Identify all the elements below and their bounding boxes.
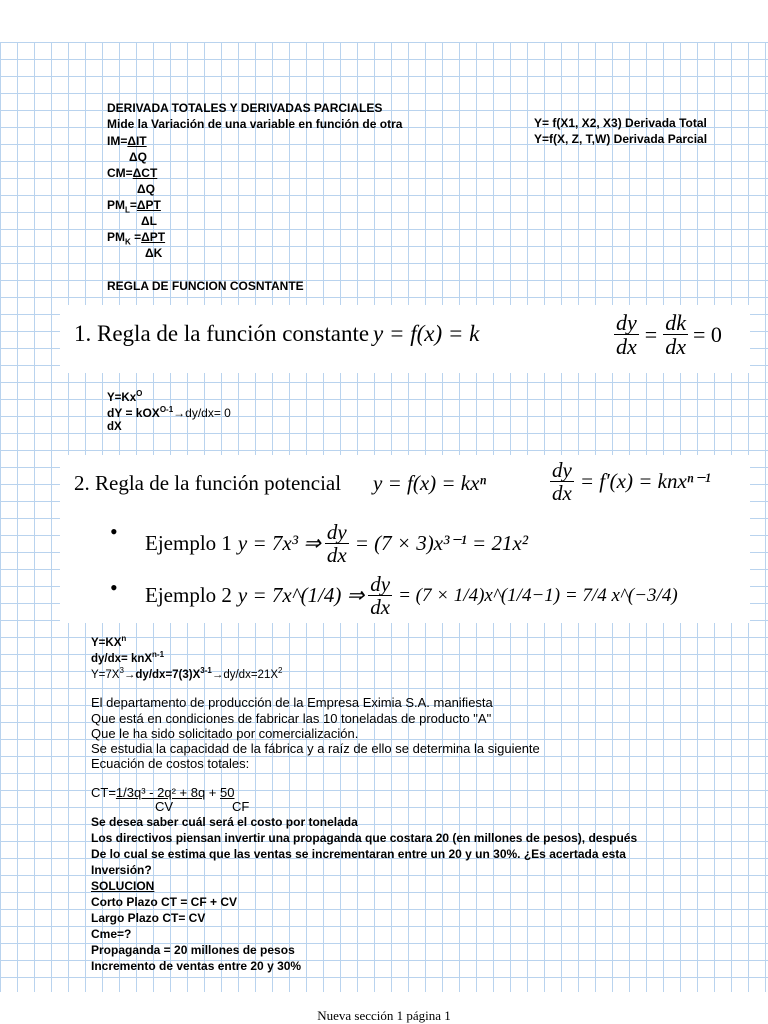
formula-im-numerator: ΔIT xyxy=(127,134,147,148)
problem-line: El departamento de producción de la Empresa Eximia S.A. manifiesta xyxy=(91,695,493,710)
rule1-expression: y = f(x) = k xyxy=(373,321,480,346)
note1-line2 xyxy=(107,405,231,420)
cost-equation-cf-label: CF xyxy=(232,799,250,814)
example1-expression: y = 7x³ ⇒ xyxy=(237,531,321,556)
example1-dy: dy xyxy=(326,520,347,544)
formula-cm-label: CM= xyxy=(107,166,133,180)
note1-line2-a: dY = kOX xyxy=(107,406,160,420)
rule1-fraction-dy-dx xyxy=(614,311,639,358)
page-subtitle: Mide la Variación de una variable en función de otra xyxy=(107,117,403,131)
rule1-title: 1. Regla de la función constante xyxy=(74,321,370,346)
cost-equation xyxy=(91,785,234,800)
note2-line1-text: Y=KX xyxy=(91,636,122,649)
formula-pml-subscript: L xyxy=(125,205,130,215)
formula-im-denominator: ΔQ xyxy=(129,150,147,164)
bullet-icon: • xyxy=(110,519,118,544)
note1-line1 xyxy=(107,389,142,404)
solution-line: Largo Plazo CT= CV xyxy=(91,911,206,925)
formula-cm-denominator: ΔQ xyxy=(137,182,155,196)
formula-pmk-label: PM xyxy=(107,230,125,244)
problem-line: Que está en condiciones de fabricar las 10 toneladas de producto "A" xyxy=(91,711,492,726)
rule1-dk: dk xyxy=(665,310,686,335)
problem-line: Se estudia la capacidad de la fábrica y a raíz de ello se determina la siguiente xyxy=(91,741,540,756)
formula-pml-numerator: ΔPT xyxy=(136,198,161,212)
rule1-dx: dx xyxy=(616,334,637,360)
rule1-equals: = xyxy=(644,321,658,347)
note2-line3-sup1: 3 xyxy=(119,666,124,675)
note-total-derivative: Y= f(X1, X2, X3) Derivada Total xyxy=(534,116,707,130)
rule2-title: 2. Regla de la función potencial xyxy=(74,471,342,495)
example2 xyxy=(145,573,678,618)
formula-im xyxy=(107,134,147,148)
rule1-panel xyxy=(60,305,750,373)
formula-pml-label: PM xyxy=(107,198,125,212)
solution-title: SOLUCION xyxy=(91,879,155,893)
note1-line2-sup: O-1 xyxy=(159,405,174,414)
formula-pml-denominator: ΔL xyxy=(141,214,157,228)
problem-line: Ecuación de costos totales: xyxy=(91,756,250,771)
note2-line3-b: →dy/dx=7(3)X xyxy=(123,668,201,681)
example1-result: = (7 × 3)x³⁻¹ = 21x² xyxy=(354,531,529,556)
example1-label: Ejemplo 1 xyxy=(145,531,232,556)
cost-equation-fixed: 50 xyxy=(220,785,235,800)
rule1-dy: dy xyxy=(616,310,637,335)
formula-pmk-numerator: ΔPT xyxy=(141,230,166,244)
example2-result: = (7 × 1/4)x^(1/4−1) = 7/4 x^(−3/4) xyxy=(398,584,678,606)
note2-line2-sup: n-1 xyxy=(152,650,165,659)
formula-pml-equals: = xyxy=(129,198,137,212)
formula-cm xyxy=(107,166,157,180)
rule2-dx: dx xyxy=(552,481,572,506)
page-title: DERIVADA TOTALES Y DERIVADAS PARCIALES xyxy=(107,101,383,115)
rule1-result: = 0 xyxy=(692,321,722,347)
note1-line1-text: Y=Kx xyxy=(107,391,137,404)
note1-line1-sup: O xyxy=(136,389,143,398)
note2-line3-a: Y=7X xyxy=(91,668,120,681)
example2-expression: y = 7x^(1/4) ⇒ xyxy=(237,583,365,608)
note2-line2-text: dy/dx= knX xyxy=(91,652,153,665)
formula-pml xyxy=(107,198,161,214)
example2-dx: dx xyxy=(370,595,391,620)
rule2-expression: y = f(x) = kxⁿ xyxy=(373,471,487,495)
rule2-result: = f′(x) = knxⁿ⁻¹ xyxy=(579,469,711,494)
question-line: Inversión? xyxy=(91,863,152,877)
cost-equation-variable: 1/3q³ - 2q² + 8q xyxy=(115,785,206,800)
formula-im-label: IM= xyxy=(107,134,128,148)
rule-heading: REGLA DE FUNCION COSNTANTE xyxy=(107,279,304,293)
note1-line3: dX xyxy=(107,421,122,433)
note2-line1 xyxy=(91,634,126,649)
question-line: De lo cual se estima que las ventas se incrementaran entre un 20 y un 30%. ¿Es acertada esta xyxy=(91,847,626,861)
cost-equation-plus: + xyxy=(205,785,220,800)
rule2-derivative xyxy=(548,459,711,504)
note2-line3 xyxy=(91,666,282,681)
note1-line2-b: →dy/dx= 0 xyxy=(173,406,231,420)
note2-line3-sup3: 2 xyxy=(278,666,283,675)
formula-pmk-subscript: K xyxy=(125,237,131,247)
cost-equation-prefix: CT= xyxy=(91,785,116,800)
bullet-icon: • xyxy=(110,575,118,600)
page-footer: Nueva sección 1 página 1 xyxy=(317,1008,451,1023)
cost-equation-cv-label: CV xyxy=(155,799,174,814)
note2-line1-sup: n xyxy=(121,634,127,643)
note-partial-derivative: Y=f(X, Z, T,W) Derivada Parcial xyxy=(534,132,708,146)
formula-pmk-denominator: ΔK xyxy=(145,246,163,260)
question-line: Los directivos piensan invertir una propaganda que costara 20 (en millones de pesos), después xyxy=(91,831,638,845)
formula-pmk xyxy=(107,230,165,246)
rule1-derivative xyxy=(612,311,722,358)
solution-line: Incremento de ventas entre 20 y 30% xyxy=(91,959,302,973)
rule2-panel xyxy=(60,455,750,623)
formula-pmk-equals: = xyxy=(130,230,142,244)
example1-fraction xyxy=(325,521,349,566)
note2-line3-sup2: 3-1 xyxy=(200,666,212,675)
note2-line2 xyxy=(91,650,164,665)
rule2-dy: dy xyxy=(552,458,572,482)
problem-line: Que le ha sido solicitado por comercialización. xyxy=(91,726,359,741)
solution-line: Cme=? xyxy=(91,927,132,941)
example2-label: Ejemplo 2 xyxy=(145,583,232,608)
solution-line: Propaganda = 20 millones de pesos xyxy=(91,943,295,957)
rule1-fraction-dk-dx xyxy=(663,311,688,358)
note2-line3-c: →dy/dx=21X xyxy=(211,668,279,681)
solution-line: Corto Plazo CT = CF + CV xyxy=(91,895,238,909)
example2-fraction xyxy=(368,573,392,618)
rule1-dx2: dx xyxy=(665,334,686,360)
formula-cm-numerator: ΔCT xyxy=(132,166,158,180)
rule2-fraction-dy-dx xyxy=(550,459,574,504)
question-line: Se desea saber cuál será el costo por tonelada xyxy=(91,815,358,829)
example1-dx: dx xyxy=(326,543,347,568)
example1 xyxy=(145,521,528,566)
example2-dy: dy xyxy=(370,572,391,596)
